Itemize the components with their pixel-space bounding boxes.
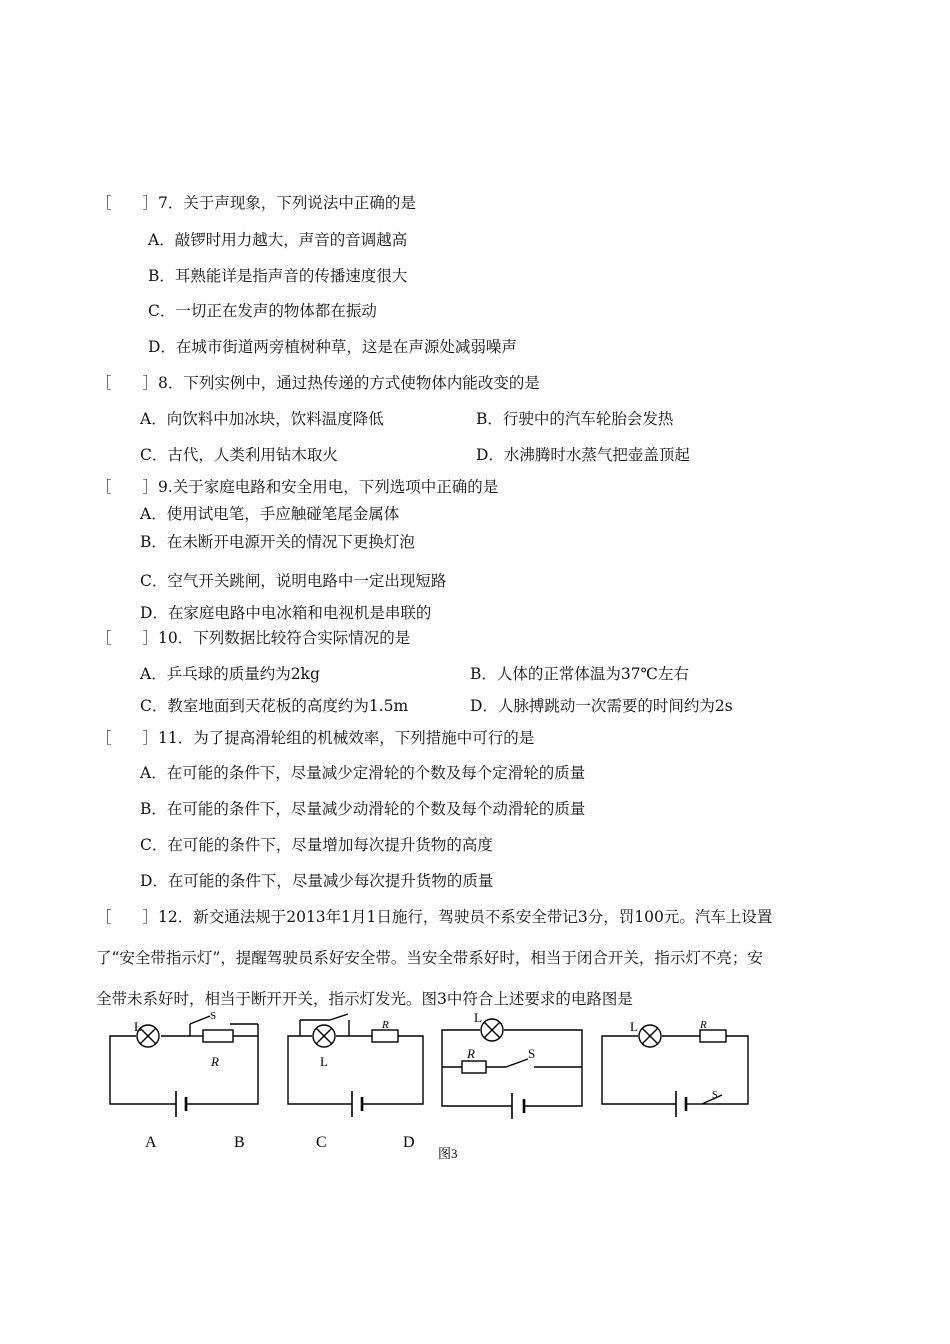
- question-9-option-a: A．使用试电笔，手应触碰笔尾金属体: [140, 505, 400, 523]
- circuit-b: [288, 1014, 423, 1117]
- question-10-option-a: A．乒乓球的质量约为2kg: [140, 665, 320, 683]
- question-11-option-c: C．在可能的条件下，尽量增加每次提升货物的高度: [140, 836, 493, 854]
- figure-label-c: C: [316, 1134, 327, 1151]
- question-9-option-c: C．空气开关跳闸，说明电路中一定出现短路: [140, 572, 447, 590]
- question-7-option-b: B．耳熟能详是指声音的传播速度很大: [148, 267, 408, 285]
- resistor-icon: [203, 1030, 233, 1042]
- switch-label: S: [210, 1010, 217, 1022]
- question-11-option-b: B．在可能的条件下，尽量减少动滑轮的个数及每个动滑轮的质量: [140, 800, 586, 818]
- resistor-icon: [372, 1030, 398, 1042]
- resistor-label: R: [467, 1046, 475, 1061]
- question-7-option-a: A．敲锣时用力越大，声音的音调越高: [148, 231, 408, 249]
- lamp-label: L: [630, 1019, 638, 1034]
- question-12-stem-line-1: ［ ］12．新交通法规于2013年1月1日施行，驾驶员不系安全带记3分，罚100元。汽车上设置: [96, 908, 773, 926]
- resistor-label: R: [382, 1019, 389, 1031]
- question-8-stem: ［ ］8．下列实例中，通过热传递的方式使物体内能改变的是: [96, 374, 540, 392]
- question-8-option-a: A．向饮料中加冰块，饮料温度降低: [140, 410, 384, 428]
- question-11-stem: ［ ］11．为了提高滑轮组的机械效率，下列措施中可行的是: [96, 729, 535, 747]
- question-8-option-c: C．古代，人类利用钻木取火: [140, 446, 338, 464]
- figure-label-b: B: [234, 1134, 245, 1151]
- question-11-option-d: D．在可能的条件下，尽量减少每次提升货物的质量: [140, 872, 494, 890]
- question-7-option-d: D．在城市街道两旁植树种草，这是在声源处减弱噪声: [148, 338, 517, 356]
- lamp-label: L: [134, 1019, 142, 1034]
- question-10-stem: ［ ］10．下列数据比较符合实际情况的是: [96, 629, 411, 647]
- circuit-c: [442, 1010, 582, 1119]
- figure-label-a: A: [145, 1134, 157, 1151]
- figure-caption: 图3: [438, 1146, 458, 1161]
- circuit-d: [602, 1019, 748, 1117]
- circuit-a: [110, 1010, 258, 1117]
- question-8-option-d: D．水沸腾时水蒸气把壶盖顶起: [476, 446, 690, 464]
- lamp-icon: [481, 1019, 503, 1041]
- question-10-option-b: B．人体的正常体温为37℃左右: [470, 665, 689, 683]
- switch-label: S: [712, 1090, 718, 1101]
- lamp-label: L: [320, 1054, 328, 1069]
- question-9-option-d: D．在家庭电路中电冰箱和电视机是串联的: [140, 604, 432, 622]
- lamp-icon: [639, 1025, 661, 1047]
- resistor-label: R: [211, 1054, 219, 1069]
- resistor-label: R: [700, 1019, 707, 1031]
- switch-label: S: [528, 1046, 536, 1061]
- question-11-option-a: A．在可能的条件下，尽量减少定滑轮的个数及每个定滑轮的质量: [140, 764, 586, 782]
- lamp-label: L: [474, 1010, 482, 1025]
- question-7-option-c: C．一切正在发声的物体都在振动: [148, 302, 377, 320]
- question-12-stem-line-2: 了“安全带指示灯”，提醒驾驶员系好安全带。当安全带系好时，相当于闭合开关，指示灯不亮；安: [96, 949, 763, 967]
- resistor-icon: [700, 1030, 726, 1042]
- lamp-icon: [313, 1025, 335, 1047]
- question-12-stem-line-3: 全带未系好时，相当于断开开关，指示灯发光。图3中符合上述要求的电路图是: [96, 990, 633, 1008]
- question-8-option-b: B．行驶中的汽车轮胎会发热: [476, 410, 674, 428]
- question-10-option-d: D．人脉搏跳动一次需要的时间约为2s: [470, 697, 733, 715]
- resistor-icon: [462, 1061, 486, 1073]
- question-9-stem: ［ ］9.关于家庭电路和安全用电，下列选项中正确的是: [96, 478, 499, 496]
- question-9-option-b: B．在未断开电源开关的情况下更换灯泡: [140, 533, 415, 551]
- question-10-option-c: C．教室地面到天花板的高度约为1.5m: [140, 697, 409, 715]
- question-7-stem: ［ ］7．关于声现象，下列说法中正确的是: [96, 194, 416, 212]
- figure-label-d: D: [403, 1134, 415, 1151]
